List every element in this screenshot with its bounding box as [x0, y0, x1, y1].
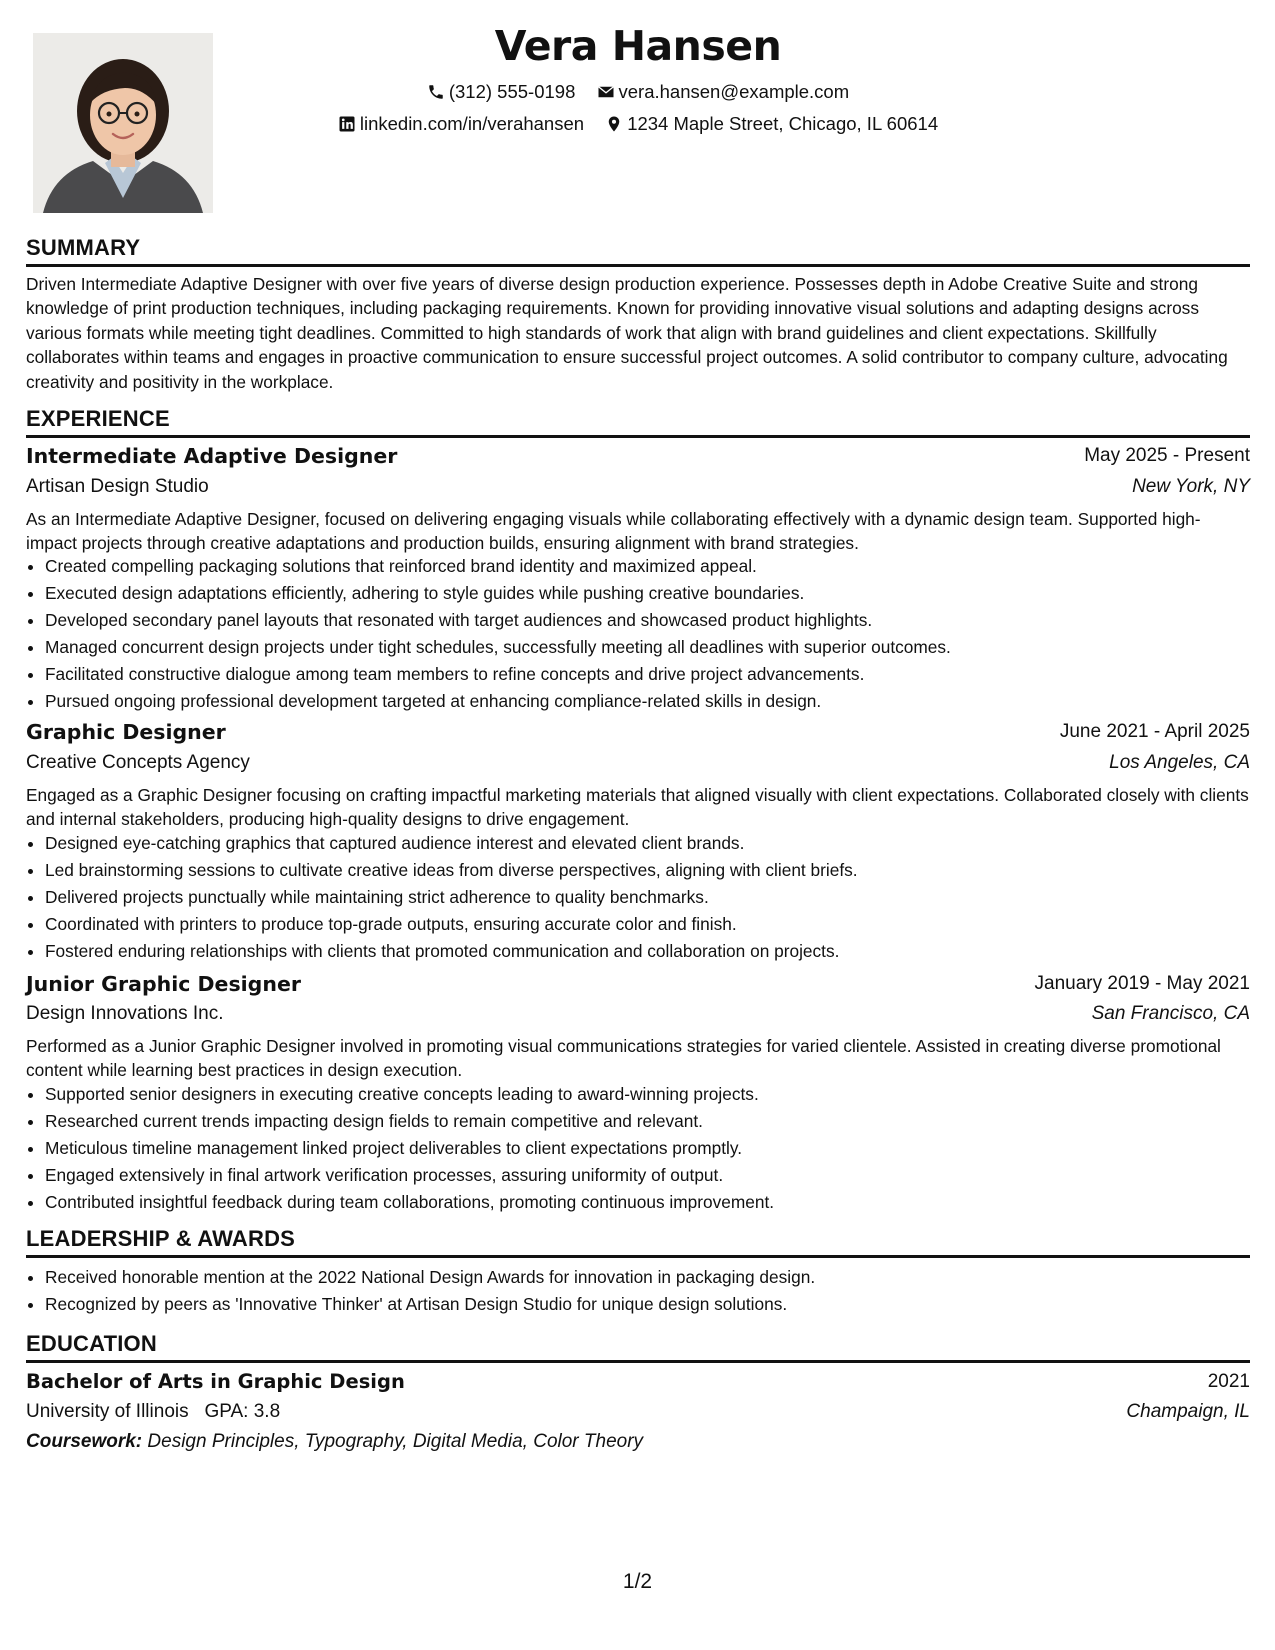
- list-item: • Managed concurrent design projects under tight schedules, successfully meeting all deadlines with superior outcomes.: [45, 634, 1269, 661]
- job-company: Creative Concepts Agency: [26, 752, 250, 773]
- list-item: • Received honorable mention at the 2022 National Design Awards for innovation in packaging design.: [45, 1264, 1269, 1291]
- phone-icon: [427, 83, 445, 101]
- job-location: New York, NY: [1132, 476, 1250, 497]
- linkedin-contact[interactable]: [338, 112, 584, 136]
- email-contact[interactable]: [597, 80, 850, 104]
- candidate-name: Vera Hansen: [494, 22, 782, 70]
- graduation-year: 2021: [1207, 1371, 1250, 1392]
- address-text: 1234 Maple Street, Chicago, IL 60614: [627, 113, 939, 134]
- summary-text: Driven Intermediate Adaptive Designer with over five years of diverse design production experience. Possesses depth in Adobe Creative Suite and strong knowledge of print production techniques, including packaging requirements. Known for providing innovative visual solutions and adapting designs across various formats while meeting tight deadlines. Committed to high standards of work that align with brand guidelines and client expectations. Skillfully collaborates within teams and engages in proactive communication to ensure successful project outcomes. A solid contributor to company culture, advocating creativity and positivity in the workplace.: [26, 274, 1228, 392]
- gpa: GPA: 3.8: [204, 1401, 281, 1422]
- job-title: Graphic Designer: [26, 720, 226, 744]
- linkedin-text: linkedin.com/in/verahansen: [359, 113, 585, 134]
- job-location: Los Angeles, CA: [1109, 752, 1250, 773]
- job-bullets: [26, 830, 1269, 965]
- contact-line-1: [26, 80, 1250, 107]
- job-description: As an Intermediate Adaptive Designer, focused on delivering engaging visuals while collaborating effectively with a dynamic design team. Supported high-impact projects through creative adaptations and production builds, ensuring alignment with brand strategies.: [26, 509, 1201, 554]
- phone-contact[interactable]: [427, 80, 576, 104]
- phone-text: (312) 555-0198: [448, 81, 576, 102]
- list-item: • Contributed insightful feedback during team collaborations, promoting continuous improvement.: [45, 1189, 1269, 1216]
- contact-line-2: [26, 112, 1250, 139]
- list-item: • Delivered projects punctually while maintaining strict adherence to quality benchmarks.: [45, 884, 1269, 911]
- list-item: • Coordinated with printers to produce top-grade outputs, ensuring accurate color and finish.: [45, 911, 1269, 938]
- list-item: • Designed eye-catching graphics that captured audience interest and elevated client brands.: [45, 830, 1269, 857]
- school-name: University of Illinois: [26, 1401, 189, 1422]
- list-item: • Created compelling packaging solutions that reinforced brand identity and maximized appeal.: [45, 553, 1269, 580]
- map-pin-icon: [605, 115, 623, 133]
- degree: Bachelor of Arts in Graphic Design: [26, 1370, 405, 1393]
- school-location: Champaign, IL: [1126, 1401, 1250, 1422]
- job-title: Intermediate Adaptive Designer: [26, 444, 398, 468]
- list-item: • Engaged extensively in final artwork verification processes, assuring uniformity of output.: [45, 1162, 1269, 1189]
- address-contact: [605, 112, 938, 136]
- awards-heading: LEADERSHIP & AWARDS: [26, 1226, 1250, 1258]
- list-item: • Executed design adaptations efficiently, adhering to style guides while pushing creative boundaries.: [45, 580, 1269, 607]
- job-title: Junior Graphic Designer: [26, 972, 301, 996]
- coursework-line: [26, 1429, 643, 1455]
- page-number: 1/2: [622, 1570, 653, 1593]
- list-item: • Led brainstorming sessions to cultivate creative ideas from diverse perspectives, aligning with client briefs.: [45, 857, 1269, 884]
- job-description: Performed as a Junior Graphic Designer involved in promoting visual communications strategies for varied clientele. Assisted in creating diverse promotional content while learning best practices in design execution.: [26, 1036, 1221, 1081]
- list-item: • Recognized by peers as 'Innovative Thinker' at Artisan Design Studio for unique design solutions.: [45, 1291, 1269, 1318]
- school-line: [26, 1399, 280, 1425]
- job-bullets: [26, 553, 1269, 715]
- job-location: San Francisco, CA: [1091, 1003, 1250, 1024]
- list-item: • Fostered enduring relationships with clients that promoted communication and collaboration on projects.: [45, 938, 1269, 965]
- awards-bullets: [26, 1264, 1269, 1318]
- list-item: • Supported senior designers in executing creative concepts leading to award-winning projects.: [45, 1081, 1269, 1108]
- list-item: • Pursued ongoing professional development targeted at enhancing compliance-related skills in design.: [45, 688, 1269, 715]
- job-company: Artisan Design Studio: [26, 476, 209, 497]
- education-heading: EDUCATION: [26, 1331, 1250, 1363]
- job-bullets: [26, 1081, 1269, 1216]
- coursework-list: Design Principles, Typography, Digital Media, Color Theory: [147, 1431, 644, 1452]
- job-company: Design Innovations Inc.: [26, 1003, 224, 1024]
- envelope-icon: [597, 83, 615, 101]
- job-dates: June 2021 - April 2025: [1059, 721, 1250, 742]
- coursework-label: Coursework:: [26, 1431, 143, 1452]
- summary-heading: SUMMARY: [26, 235, 1250, 267]
- job-dates: May 2025 - Present: [1084, 445, 1250, 466]
- list-item: • Facilitated constructive dialogue among team members to refine concepts and drive project advancements.: [45, 661, 1269, 688]
- list-item: • Meticulous timeline management linked project deliverables to client expectations promptly.: [45, 1135, 1269, 1162]
- experience-heading: EXPERIENCE: [26, 406, 1250, 438]
- linkedin-icon: [338, 115, 356, 133]
- list-item: • Developed secondary panel layouts that resonated with target audiences and showcased product highlights.: [45, 607, 1269, 634]
- job-dates: January 2019 - May 2021: [1034, 973, 1250, 994]
- list-item: • Researched current trends impacting design fields to remain competitive and relevant.: [45, 1108, 1269, 1135]
- email-text: vera.hansen@example.com: [618, 81, 850, 102]
- job-description: Engaged as a Graphic Designer focusing on crafting impactful marketing materials that aligned visually with client expectations. Collaborated closely with clients and internal stakeholders, producing high-quality designs to drive engagement.: [26, 785, 1249, 830]
